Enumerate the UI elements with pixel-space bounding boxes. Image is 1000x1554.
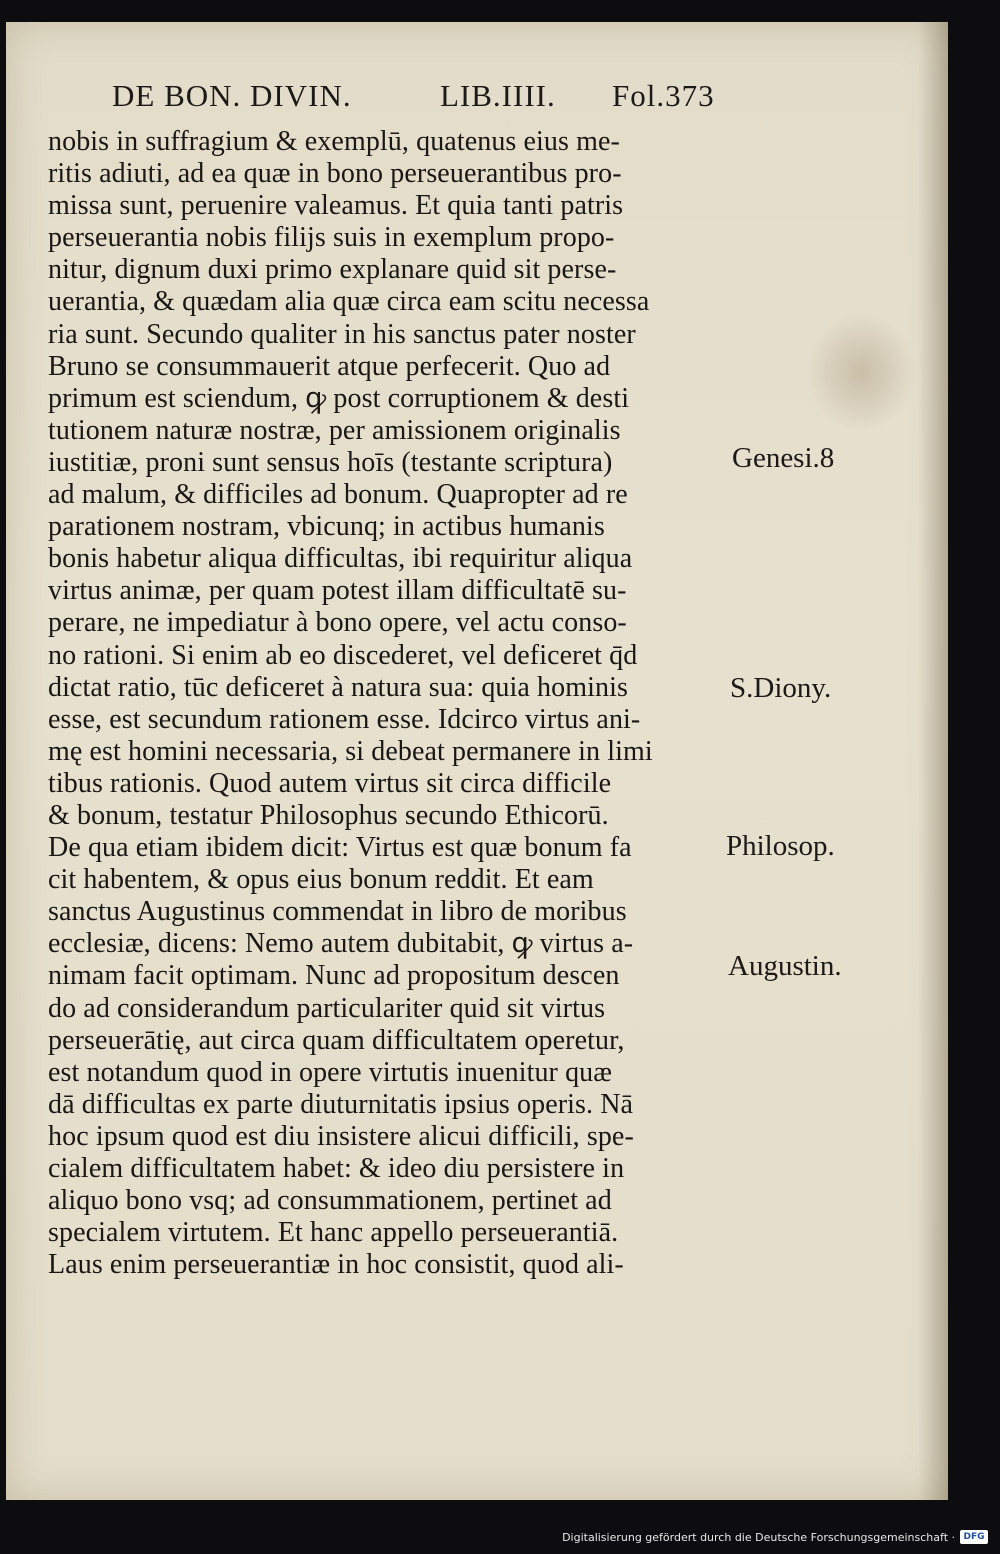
text-line: no rationi. Si enim ab eo discederet, vel deficeret q̄d bbox=[48, 639, 638, 671]
margin-note-genesis: Genesi.8 bbox=[732, 442, 835, 474]
text-line: nimam facit optimam. Nunc ad propositum descen bbox=[48, 960, 620, 992]
text-line: uerantia, & quædam alia quæ circa eam scitu necessa bbox=[48, 286, 650, 318]
text-line: dā difficultas ex parte diuturnitatis ipsius operis. Nā bbox=[48, 1088, 634, 1120]
text-line: esse, est secundum rationem esse. Idcirco virtus ani- bbox=[48, 703, 641, 735]
text-line: perseuerantia nobis filijs suis in exemplum propo- bbox=[48, 222, 615, 254]
header-folio: Fol.373 bbox=[612, 78, 715, 113]
dfg-logo-icon: DFG bbox=[960, 1530, 988, 1544]
text-line: De qua etiam ibidem dicit: Virtus est quæ bonum fa bbox=[48, 832, 632, 864]
text-line: Bruno se consummauerit atque perfecerit. Quo ad bbox=[48, 350, 611, 382]
header-book-title: DE BON. DIVIN. bbox=[112, 78, 352, 113]
text-line: hoc ipsum quod est diu insistere alicui difficili, spe- bbox=[48, 1120, 634, 1152]
text-line: dictat ratio, tūc deficeret à natura sua: quia hominis bbox=[48, 671, 628, 703]
text-line: nitur, dignum duxi primo explanare quid sit perse- bbox=[48, 254, 617, 286]
text-line: ritis adiuti, ad ea quæ in bono perseuerantibus pro- bbox=[48, 158, 622, 190]
text-line: & bonum, testatur Philosophus secundo Ethicorū. bbox=[48, 799, 609, 831]
footer-credit-text: Digitalisierung gefördert durch die Deutsche Forschungsgemeinschaft · bbox=[562, 1530, 955, 1544]
text-line: do ad considerandum particulariter quid sit virtus bbox=[48, 992, 606, 1024]
text-line: missa sunt, peruenire valeamus. Et quia tanti patris bbox=[48, 190, 624, 222]
text-line: est notandum quod in opere virtutis inuenitur quæ bbox=[48, 1056, 613, 1088]
text-line: ecclesiæ, dicens: Nemo autem dubitabit, ꝙ virtus a- bbox=[48, 928, 634, 960]
text-line: tutionem naturæ nostræ, per amissionem originalis bbox=[48, 414, 621, 446]
digitization-footer bbox=[562, 1526, 988, 1548]
text-line: bonis habetur aliqua difficultas, ibi requiritur aliqua bbox=[48, 543, 633, 575]
text-line: perseuerātię, aut circa quam difficultatem operetur, bbox=[48, 1024, 625, 1056]
paper-stain bbox=[806, 312, 916, 432]
header-book-number: LIB.IIII. bbox=[440, 78, 556, 113]
main-text-block bbox=[48, 126, 720, 1281]
text-line: perare, ne impediatur à bono opere, vel actu conso- bbox=[48, 607, 627, 639]
text-line: sanctus Augustinus commendat in libro de moribus bbox=[48, 896, 627, 928]
running-header bbox=[112, 78, 792, 118]
text-line: ria sunt. Secundo qualiter in his sanctus pater noster bbox=[48, 318, 636, 350]
text-line: tibus rationis. Quod autem virtus sit circa difficile bbox=[48, 767, 612, 799]
text-line: primum est sciendum, ꝙ post corruptionem & desti bbox=[48, 382, 630, 414]
margin-note-dionysius: S.Diony. bbox=[730, 672, 832, 704]
margin-note-philosophus: Philosop. bbox=[726, 830, 835, 862]
text-line: cialem difficultatem habet: & ideo diu persistere in bbox=[48, 1153, 625, 1184]
margin-note-augustinus: Augustin. bbox=[728, 950, 842, 982]
text-line: specialem virtutem. Et hanc appello perseuerantiā. bbox=[48, 1217, 619, 1249]
text-line: Laus enim perseuerantiæ in hoc consistit, quod ali- bbox=[48, 1249, 624, 1281]
text-line: nobis in suffragium & exemplū, quatenus eius me- bbox=[48, 126, 620, 157]
text-line: cit habentem, & opus eius bonum reddit. Et eam bbox=[48, 864, 594, 896]
text-line: parationem nostram, vbicunq; in actibus humanis bbox=[48, 511, 605, 543]
text-line: mę est homini necessaria, si debeat permanere in limi bbox=[48, 735, 653, 767]
text-line: virtus animæ, per quam potest illam difficultatē su- bbox=[48, 575, 627, 607]
text-line: iustitiæ, proni sunt sensus hoīs (testante scriptura) bbox=[48, 446, 613, 478]
text-line: ad malum, & difficiles ad bonum. Quapropter ad re bbox=[48, 479, 628, 511]
text-line: aliquo bono vsq; ad consummationem, pertinet ad bbox=[48, 1185, 612, 1217]
